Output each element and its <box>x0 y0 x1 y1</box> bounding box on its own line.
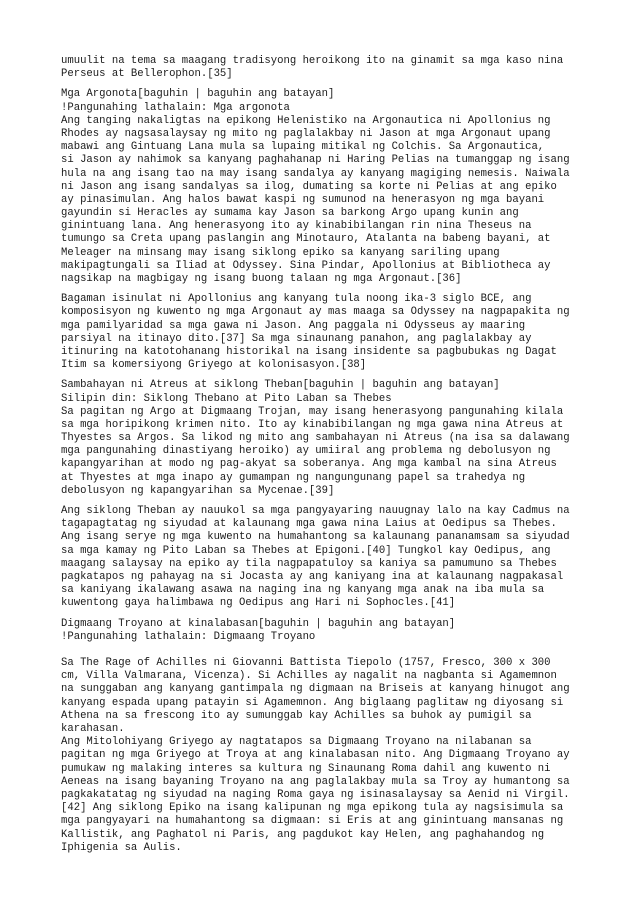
text-line: Aeneas na isang bayaning Troyano na ang paglalakbay mula sa Troy ay humantong sa <box>61 775 570 788</box>
text-line: Kallistik, ang Paghatol ni Paris, ang pagdukot kay Helen, ang paghahandog ng <box>61 828 545 841</box>
text-line: gayundin si Heracles ay sumama kay Jason sa barkong Argo upang kunin ang <box>61 207 519 220</box>
text-line: Ang isang serye ng mga kuwento na humahantong sa kalaunang pananamsam sa siyudad <box>61 531 570 544</box>
text-line: pagkatapos ng pahayag na si Jocasta ay ang kaniyang ina at kalaunang nagpakasal <box>61 570 564 583</box>
text-line: komposisyon ng kuwento ng mga Argonaut ay mas maaga sa Odyssey na nagpapakita ng <box>61 306 570 319</box>
text-line: Ang Mitolohiyang Griyego ay nagtatapos sa Digmaang Troyano na nilabanan sa <box>61 736 532 749</box>
text-line: tagapagtatag ng siyudad at kalaunang mga gawa nina Laius at Oedipus sa Thebes. <box>61 518 557 531</box>
text-line: itinuring na katotohanang historikal na isang insidente sa pagbubukas ng Dagat <box>61 345 557 358</box>
text-line: Athena na sa frescong ito ay sumunggab kay Achilles sa buhok ay pumigil sa <box>61 709 532 722</box>
text-line: ay pinasimulan. Ang halos bawat kaspi ng sumunod na henerasyon ng mga bayani <box>61 193 545 206</box>
text-line: ginintuang lana. Ang henerasyong ito ay kinabibilangan rin nina Theseus na <box>61 220 532 233</box>
text-line: Iphigenia sa Aulis. <box>61 841 182 854</box>
text-line: sa mga horipikong krimen nito. Ito ay kinabibilangan ng mga gawa nina Atreus at <box>61 418 564 431</box>
text-line: sa kaniyang ikalawang asawa na naging ina ng kanyang mga anak na iba mula sa <box>61 584 545 597</box>
text-line: kapangyarihan at modo ng pag-akyat sa soberanya. Ang mga kambal na sina Atreus <box>61 458 557 471</box>
paragraph <box>61 505 598 611</box>
text-line: Itim sa komersiyong Griyego at kolonisasyon.[38] <box>61 359 367 372</box>
text-line <box>61 644 598 657</box>
text-line: sa mga kamay ng Pito Laban sa Thebes at Epigoni.[40] Tungkol kay Oedipus, ang <box>61 544 551 557</box>
text-line: cm, Villa Valmarana, Vicenza). Si Achilles ay nagalit na nagbanta si Agamemnon <box>61 670 557 683</box>
text-line: Rhodes ay nagsasalaysay ng mito ng paglalakbay ni Jason at mga Argonaut upang <box>61 127 551 140</box>
text-line: Sambahayan ni Atreus at siklong Theban[baguhin | baguhin ang batayan] <box>61 379 500 392</box>
paragraph <box>61 379 598 498</box>
text-line: pagitan ng mga Griyego at Troya at ang kinalabasan nito. Ang Digmaang Troyano ay <box>61 749 570 762</box>
text-line: parsiyal na itinayo dito.[37] Sa mga sinaunang panahon, ang paglalakbay ay <box>61 332 532 345</box>
text-line: si Jason ay nahimok sa kanyang paghahanap ni Haring Pelias na tumanggap ng isang <box>61 154 570 167</box>
text-line: Sa The Rage of Achilles ni Giovanni Battista Tiepolo (1757, Fresco, 300 x 300 <box>61 657 551 670</box>
paragraph <box>61 618 598 855</box>
text-line: makipagtungali sa Iliad at Odyssey. Sina Pindar, Apollonius at Bibliotheca ay <box>61 259 551 272</box>
text-line: pumukaw ng malaking interes sa kultura ng Sinaunang Roma dahil ang kuwento ni <box>61 762 551 775</box>
text-line: Ang siklong Theban ay nauukol sa mga pangyayaring nauugnay lalo na kay Cadmus na <box>61 505 570 517</box>
text-line: Thyestes sa Argos. Sa likod ng mito ang sambahayan ni Atreus (na isa sa dalawang <box>61 432 570 445</box>
text-line: mga pamilyaridad sa mga gawa ni Jason. Ang paggala ni Odysseus ay maaring <box>61 319 526 332</box>
text-line: maagang salaysay na epiko ay tila nagpapatuloy sa kaniya sa pamumuno sa Thebes <box>61 557 557 570</box>
text-line: !Pangunahing lathalain: Mga argonota <box>61 101 290 114</box>
text-line: Mga Argonota[baguhin | baguhin ang batayan] <box>61 88 335 101</box>
paragraph <box>61 55 598 81</box>
text-line: Sa pagitan ng Argo at Digmaang Trojan, may isang henerasyong pangunahing kilala <box>61 405 564 418</box>
text-line: tumungo sa Creta upang paslangin ang Minotauro, Atalanta na babeng bayani, at <box>61 233 551 246</box>
text-line: [42] Ang siklong Epiko na isang kalipunan ng mga epikong tula ay nagsisimula sa <box>61 802 564 815</box>
text-line: karahasan. <box>61 723 125 735</box>
text-line: Silipin din: Siklong Thebano at Pito Laban sa Thebes <box>61 392 392 405</box>
text-line: Digmaang Troyano at kinalabasan[baguhin | baguhin ang batayan] <box>61 617 456 630</box>
text-line: kuwentong gaya halimbawa ng Oedipus ang Hari ni Sophocles.[41] <box>61 597 456 610</box>
text-line: pagkakatatag ng siyudad na naging Roma gaya ng isinasalaysay sa Aenid ni Virgil. <box>61 788 570 801</box>
text-line: !Pangunahing lathalain: Digmaang Troyano <box>61 630 316 643</box>
text-line: mga pangunahing dinastiyang heroiko) ay umiiral ang problema ng debolusyon ng <box>61 445 551 458</box>
text-line: at Thyestes at mga inapo ay gumampan ng nangungunang papel sa trahedya ng <box>61 471 526 484</box>
paragraph <box>61 88 598 286</box>
text-line: Ang tanging nakaligtas na epikong Helenistiko na Argonautica ni Apollonius ng <box>61 114 551 127</box>
text-line: na sunggaban ang kanyang gantimpala ng digmaan na Briseis at kanyang hinugot ang <box>61 683 570 696</box>
text-line: mabawi ang Gintuang Lana mula sa lupaing mitikal ng Colchis. Sa Argonautica, <box>61 141 545 154</box>
text-line: nagsikap na magbigay ng isang buong talaan ng mga Argonaut.[36] <box>61 273 462 285</box>
text-line: Meleager na minsang may isang siklong epiko sa kanyang sariling upang <box>61 246 500 259</box>
text-line: hula na ang isang tao na may isang sandalya ay kanyang magiging nemesis. Naiwala <box>61 167 570 180</box>
text-line: Perseus at Bellerophon.[35] <box>61 68 233 81</box>
text-line: mga pangyayari na humahantong sa digmaan: si Eris at ang ginintuang mansanas ng <box>61 815 564 828</box>
text-line: ni Jason ang isang sandalyas sa ilog, dumating sa korte ni Pelias at ang epiko <box>61 180 557 193</box>
text-line: Bagaman isinulat ni Apollonius ang kanyang tula noong ika-3 siglo BCE, ang <box>61 293 532 306</box>
paragraph <box>61 293 598 372</box>
text-line: umuulit na tema sa maagang tradisyong heroikong ito na ginamit sa mga kaso nina <box>61 55 564 67</box>
text-line: kanyang espada upang patayin si Agamemnon. Ang biglaang paglitaw ng diyosang si <box>61 696 564 709</box>
text-line: debolusyon ng kapangyarihan sa Mycenae.[39] <box>61 484 335 497</box>
